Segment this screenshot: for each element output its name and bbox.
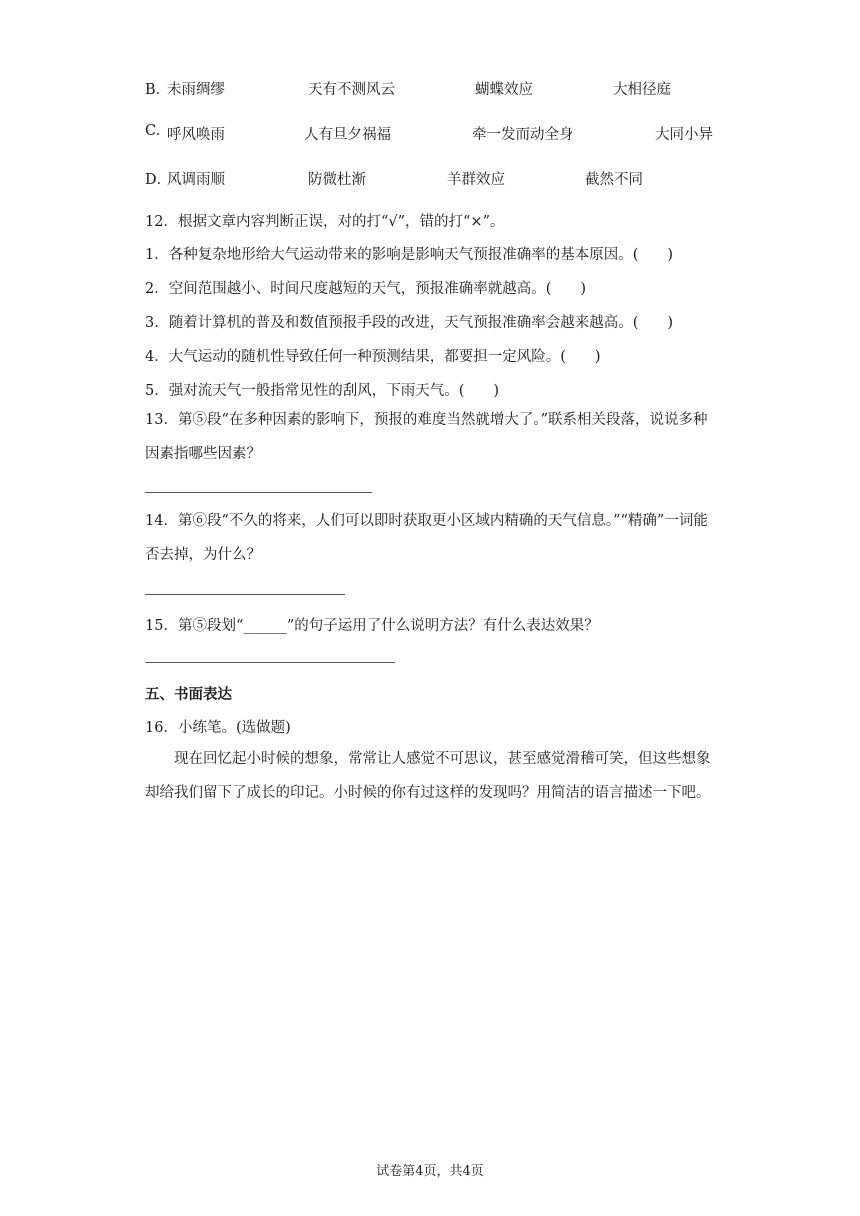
statement-2: 2．空间范围越小、时间尺度越短的天气，预报准确率就越高。( ) [145, 281, 587, 297]
question-12-stem: 12．根据文章内容判断正误，对的打“√”，错的打“×”。 [145, 214, 505, 230]
page-footer: 试卷第4页，共4页 [376, 1164, 484, 1179]
option-item: 牵一发而动全身 [472, 127, 574, 143]
statement-5: 5．强对流天气一般指常见性的刮风，下雨天气。( ) [145, 383, 500, 399]
answer-line-15[interactable] [145, 662, 395, 663]
option-item: 截然不同 [585, 172, 643, 188]
answer-line-13[interactable] [145, 492, 372, 493]
option-item: 大同小异 [655, 127, 713, 143]
statement-4: 4．大气运动的随机性导致任何一种预测结果，都要担一定风险。( ) [145, 349, 601, 365]
question-16-stem: 16．小练笔。(选做题) [145, 720, 291, 736]
option-row-d [145, 168, 745, 192]
option-row-c [145, 123, 745, 147]
statement-3: 3．随着计算机的普及和数值预报手段的改进，天气预报准确率会越来越高。( ) [145, 315, 674, 331]
question-15: 15．第⑤段划“______”的句子运用了什么说明方法？有什么表达效果？ [145, 618, 599, 634]
option-letter: D． [145, 172, 172, 188]
option-item: 防微杜渐 [308, 172, 366, 188]
option-letter: C. [145, 123, 161, 139]
option-item: 未雨绸缪 [167, 82, 225, 98]
option-item: 风调雨顺 [167, 172, 225, 188]
question-14: 14．第⑥段“不久的将来，人们可以即时获取更小区域内精确的天气信息。”“精确”一词能否去掉，为什么？ [145, 513, 708, 563]
option-item: 蝴蝶效应 [475, 82, 533, 98]
option-item: 羊群效应 [447, 172, 505, 188]
option-letter: B． [145, 82, 171, 98]
question-16-body: 现在回忆起小时候的想象，常常让人感觉不可思议，甚至感觉滑稽可笑，但这些想象却给我们留下了成长的印记。小时候的你有过这样的发现吗？用简洁的语言描述一下吧。 [145, 751, 711, 801]
option-item: 天有不测风云 [308, 82, 395, 98]
question-13: 13．第⑤段“在多种因素的影响下，预报的难度当然就增大了。”联系相关段落，说说多种因素指哪些因素？ [145, 412, 708, 462]
section-title: 五、书面表达 [145, 687, 232, 703]
option-item: 大相径庭 [613, 82, 671, 98]
statement-1: 1．各种复杂地形给大气运动带来的影响是影响天气预报准确率的基本原因。( ) [145, 247, 674, 263]
option-item: 呼风唤雨 [167, 127, 225, 143]
option-row-b [145, 78, 745, 102]
answer-line-14[interactable] [145, 594, 345, 595]
option-item: 人有旦夕祸福 [304, 127, 391, 143]
